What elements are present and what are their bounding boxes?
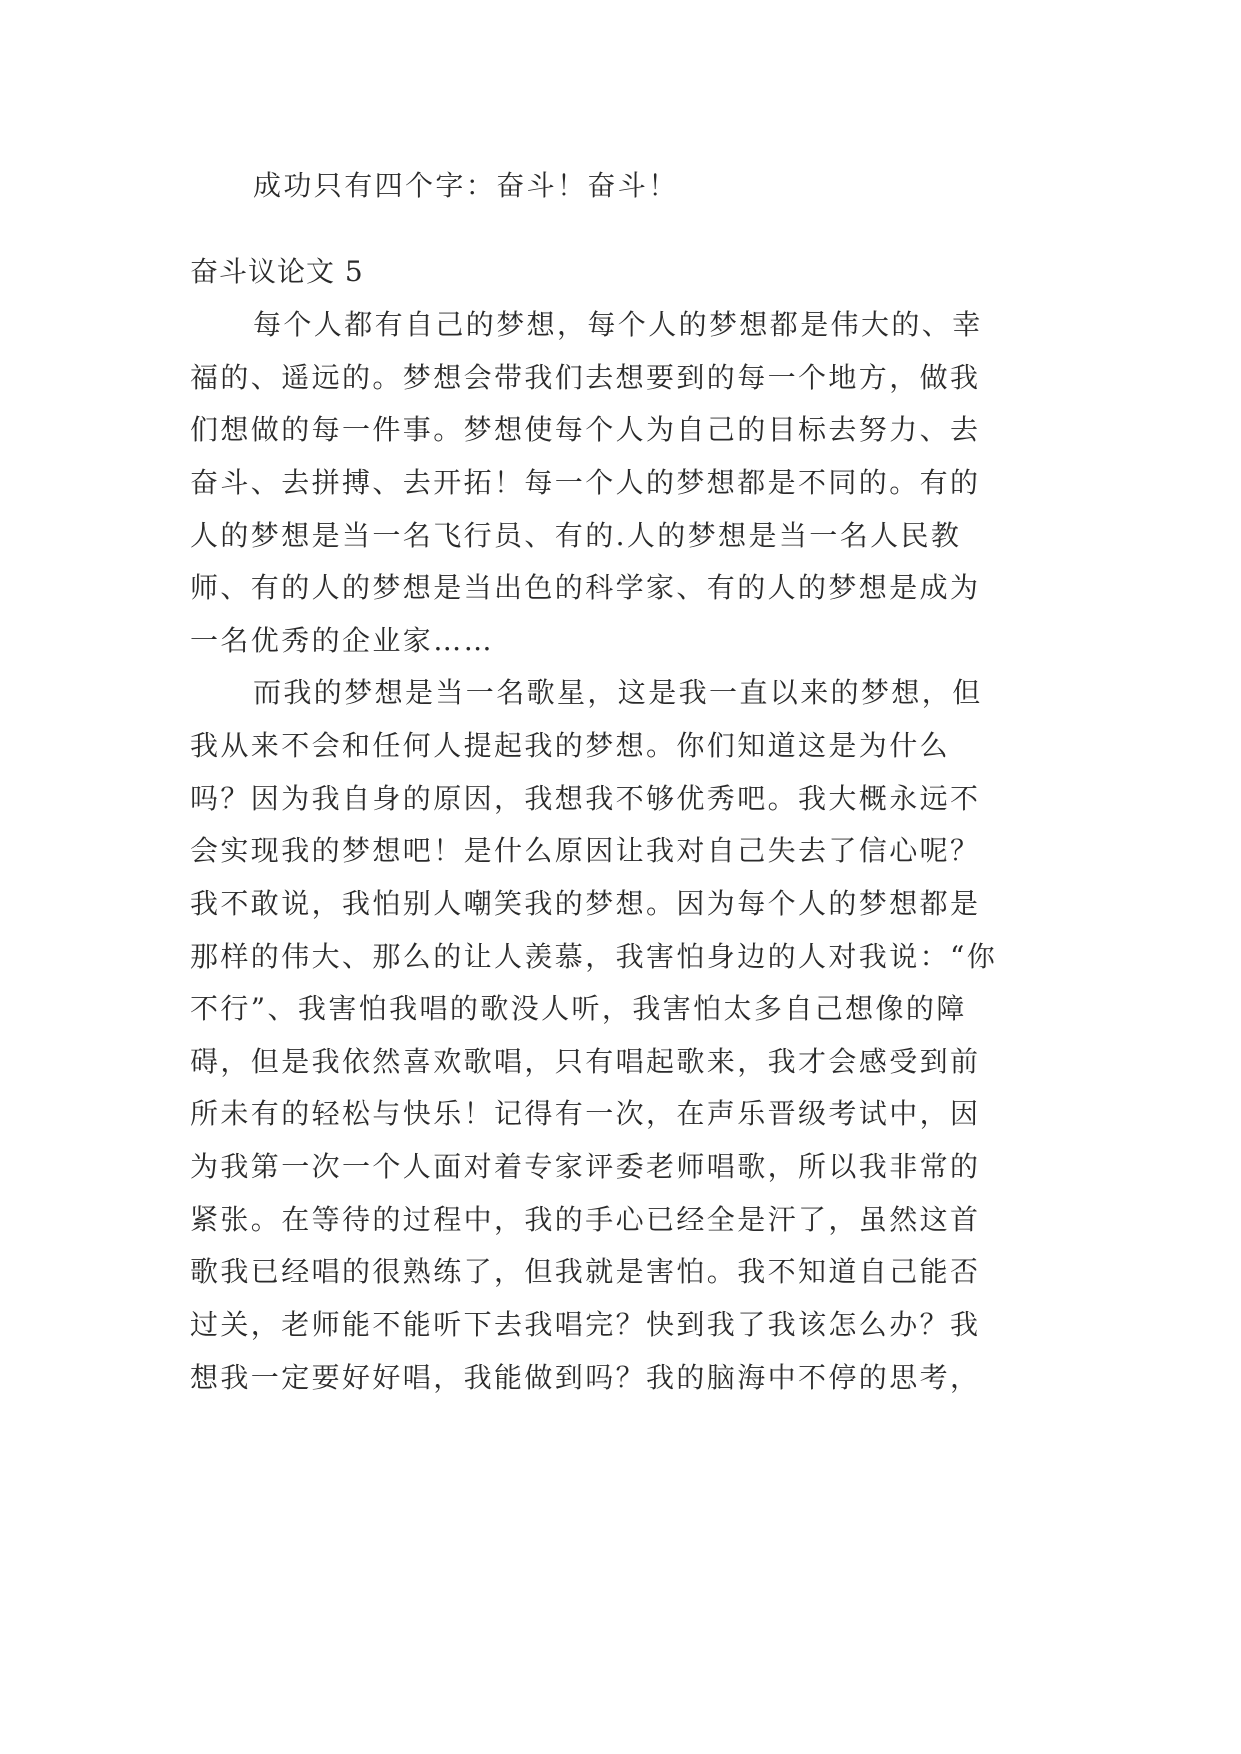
paragraph-line: 紧张。在等待的过程中，我的手心已经全是汗了，虽然这首 — [190, 1203, 981, 1236]
paragraph-line: 一名优秀的企业家…… — [190, 624, 495, 657]
paragraph-line: 所未有的轻松与快乐！记得有一次，在声乐晋级考试中，因 — [190, 1097, 981, 1130]
paragraph-line: 人的梦想是当一名飞行员、有的.人的梦想是当一名人民教 — [190, 519, 962, 552]
section-title: 奋斗议论文 5 — [190, 255, 364, 288]
paragraph-line: 我不敢说，我怕别人嘲笑我的梦想。因为每个人的梦想都是 — [190, 887, 981, 920]
paragraph-line: 过关，老师能不能听下去我唱完？快到我了我该怎么办？我 — [190, 1308, 981, 1341]
paragraph-line: 我从来不会和任何人提起我的梦想。你们知道这是为什么 — [190, 729, 951, 762]
paragraph-line: 为我第一次一个人面对着专家评委老师唱歌，所以我非常的 — [190, 1150, 981, 1183]
paragraph-line: 那样的伟大、那么的让人羡慕，我害怕身边的人对我说：“你 — [190, 940, 998, 973]
paragraph-line: 不行”、我害怕我唱的歌没人听，我害怕太多自己想像的障 — [190, 992, 967, 1025]
closing-line: 成功只有四个字：奋斗！奋斗！ — [253, 169, 679, 202]
paragraph-line: 会实现我的梦想吧！是什么原因让我对自己失去了信心呢？ — [190, 834, 981, 867]
paragraph-line: 师、有的人的梦想是当出色的科学家、有的人的梦想是成为 — [190, 571, 981, 604]
paragraph-line: 歌我已经唱的很熟练了，但我就是害怕。我不知道自己能否 — [190, 1255, 981, 1288]
paragraph-line: 吗？因为我自身的原因，我想我不够优秀吧。我大概永远不 — [190, 782, 981, 815]
paragraph-line: 而我的梦想是当一名歌星，这是我一直以来的梦想，但 — [253, 676, 983, 709]
paragraph-line: 福的、遥远的。梦想会带我们去想要到的每一个地方，做我 — [190, 361, 981, 394]
paragraph-line: 们想做的每一件事。梦想使每个人为自己的目标去努力、去 — [190, 413, 981, 446]
paragraph-line: 想我一定要好好唱，我能做到吗？我的脑海中不停的思考， — [190, 1361, 981, 1394]
paragraph-line: 奋斗、去拼搏、去开拓！每一个人的梦想都是不同的。有的 — [190, 466, 981, 499]
paragraph-line: 碍，但是我依然喜欢歌唱，只有唱起歌来，我才会感受到前 — [190, 1045, 981, 1078]
paragraph-line: 每个人都有自己的梦想，每个人的梦想都是伟大的、幸 — [253, 308, 983, 341]
